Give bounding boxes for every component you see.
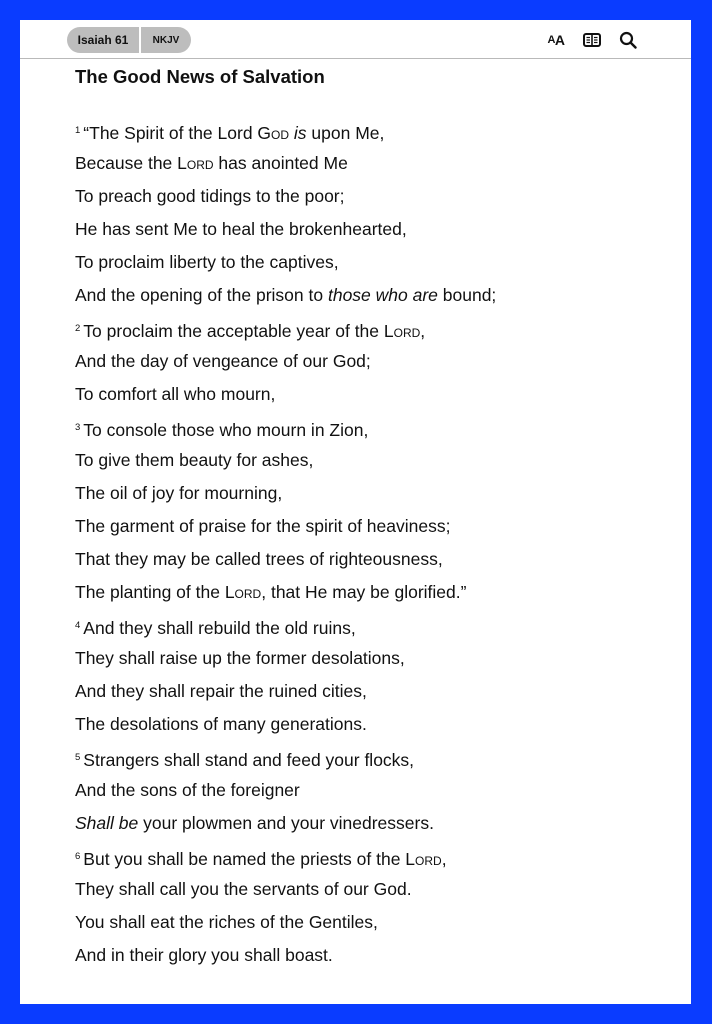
verse-text: To give them beauty for ashes,: [75, 450, 314, 470]
verse-text: That they may be called trees of righteousness,: [75, 549, 443, 569]
reader-screen: [20, 20, 691, 1004]
top-toolbar: [20, 20, 691, 59]
verse-text: But you shall be named the priests of the: [83, 849, 406, 869]
verse-text: They shall raise up the former desolations,: [75, 648, 405, 668]
verse-text: And in their glory you shall boast.: [75, 945, 333, 965]
verse-text: The oil of joy for mourning,: [75, 483, 283, 503]
verse-line[interactable]: [75, 543, 665, 576]
verse-text: And the opening of the prison to: [75, 285, 328, 305]
passage-selector: [67, 27, 191, 53]
verse-text: To proclaim liberty to the captives,: [75, 252, 339, 272]
verse-text: Lord: [224, 582, 262, 602]
verse-list: [75, 114, 665, 972]
verse-text: Lord: [177, 153, 214, 173]
verse-text: Shall be: [75, 813, 139, 833]
passage-content: [75, 64, 665, 972]
verse-text: To console those who mourn in Zion,: [83, 420, 369, 440]
verse-line[interactable]: [75, 873, 665, 906]
verse-text: They shall call you the servants of our God.: [75, 879, 412, 899]
verse-line[interactable]: [75, 246, 665, 279]
verse-line[interactable]: [75, 642, 665, 675]
book-icon[interactable]: [581, 30, 603, 50]
verse-text: To comfort all who mourn,: [75, 384, 276, 404]
verse-text: The garment of praise for the spirit of heaviness;: [75, 516, 451, 536]
verse-text: You shall eat the riches of the Gentiles,: [75, 912, 378, 932]
verse-text: Lord: [405, 849, 442, 869]
verse-text: ,: [420, 321, 426, 341]
verse-text: Strangers shall stand and feed your flocks,: [83, 750, 415, 770]
verse-text: upon Me,: [306, 123, 385, 143]
verse-line[interactable]: [75, 576, 665, 609]
verse-line[interactable]: [75, 741, 665, 774]
verse-line[interactable]: [75, 708, 665, 741]
verse-text: “The Spirit of the Lord: [83, 123, 258, 143]
verse-line[interactable]: [75, 609, 665, 642]
verse-text: has anointed Me: [213, 153, 348, 173]
verse-text: He has sent Me to heal the brokenhearted,: [75, 219, 407, 239]
verse-line[interactable]: [75, 213, 665, 246]
verse-number: 2: [75, 323, 81, 334]
verse-line[interactable]: [75, 147, 665, 180]
verse-text: your plowmen and your vinedressers.: [138, 813, 434, 833]
search-icon[interactable]: [617, 30, 639, 50]
verse-text: those who are: [327, 285, 438, 305]
verse-line[interactable]: [75, 411, 665, 444]
verse-line[interactable]: [75, 510, 665, 543]
verse-number: 6: [75, 851, 81, 862]
verse-line[interactable]: [75, 807, 665, 840]
book-chapter-button[interactable]: Isaiah 61: [67, 27, 141, 53]
verse-line[interactable]: [75, 114, 665, 147]
verse-line[interactable]: [75, 477, 665, 510]
verse-text: To preach good tidings to the poor;: [75, 186, 345, 206]
verse-text: Lord: [383, 321, 421, 341]
verse-line[interactable]: [75, 444, 665, 477]
font-size-icon[interactable]: A A: [547, 32, 565, 48]
verse-text: Because the: [75, 153, 178, 173]
verse-line[interactable]: [75, 279, 665, 312]
verse-line[interactable]: [75, 378, 665, 411]
verse-text: And they shall rebuild the old ruins,: [83, 618, 356, 638]
verse-number: 1: [75, 125, 81, 136]
verse-line[interactable]: [75, 774, 665, 807]
verse-text: is: [293, 123, 307, 143]
verse-number: 5: [75, 752, 81, 763]
verse-text: bound;: [437, 285, 497, 305]
version-button[interactable]: NKJV: [152, 34, 180, 46]
verse-line[interactable]: [75, 906, 665, 939]
verse-number: 3: [75, 422, 81, 433]
verse-text: The planting of the: [75, 582, 225, 602]
verse-line[interactable]: [75, 939, 665, 972]
verse-line[interactable]: [75, 840, 665, 873]
verse-text: To proclaim the acceptable year of the: [83, 321, 384, 341]
verse-line[interactable]: [75, 312, 665, 345]
verse-text: The desolations of many generations.: [75, 714, 367, 734]
verse-text: ,: [441, 849, 447, 869]
verse-text: And they shall repair the ruined cities,: [75, 681, 367, 701]
verse-line[interactable]: [75, 345, 665, 378]
verse-text: , that He may be glorified.”: [261, 582, 467, 602]
verse-number: 4: [75, 620, 81, 631]
section-heading: The Good News of Salvation: [75, 66, 325, 87]
verse-line[interactable]: [75, 180, 665, 213]
toolbar-actions: [545, 30, 639, 50]
verse-text: God: [257, 123, 290, 143]
verse-line[interactable]: [75, 675, 665, 708]
verse-text: And the day of vengeance of our God;: [75, 351, 371, 371]
verse-text: And the sons of the foreigner: [75, 780, 300, 800]
